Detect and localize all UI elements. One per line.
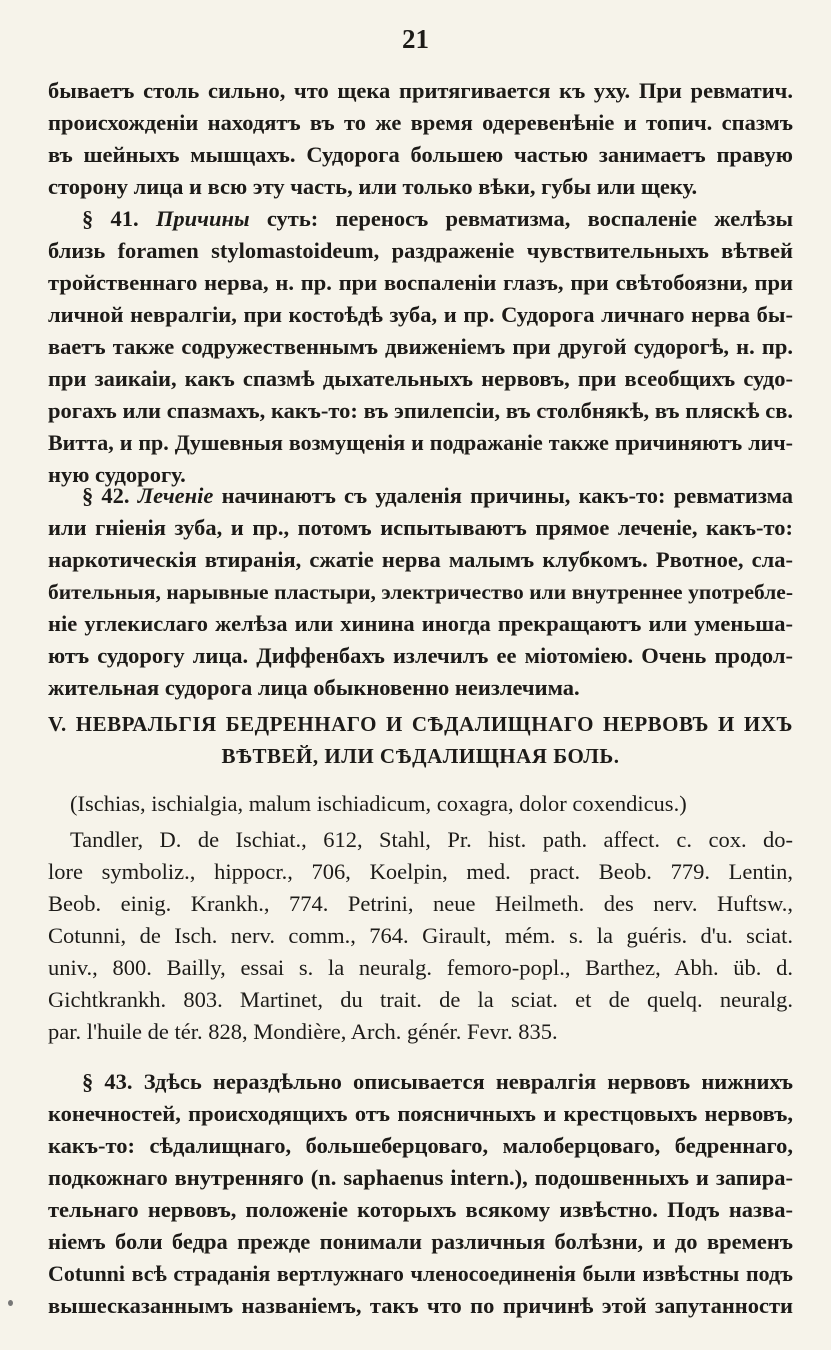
section-heading <box>48 708 793 772</box>
reference-line: univ., 800. Bailly, essai s. la neuralg. femoro-popl., Barthez, Abh. üb. d. <box>48 955 793 980</box>
text-line: подкожнаго внутренняго (n. saphaenus intern.), подошвенныхъ и запира- <box>48 1165 793 1190</box>
text-line: вышесказаннымъ названіемъ, такъ что по причинѣ этой запутанности <box>48 1293 793 1318</box>
text-line: тройственнаго нерва, н. пр. при воспаленіи глазъ, при свѣтобоязни, при <box>48 270 793 295</box>
section-number: § 42. <box>82 483 130 508</box>
reference-line: Gichtkrankh. 803. Martinet, du trait. de la sciat. et de quelq. neuralg. <box>48 987 793 1012</box>
text-line <box>48 203 793 235</box>
text-line: § 43. Здѣсь нераздѣльно описывается невралгія нервовъ нижнихъ <box>82 1069 793 1094</box>
text-line: ютъ судорогу лица. Диффенбахъ излечилъ ее міотоміею. Очень продол- <box>48 643 793 668</box>
text-line: какъ-то: сѣдалищнаго, большеберцоваго, малоберцоваго, бедреннаго, <box>48 1133 793 1158</box>
text-line: близь foramen stylomastoideum, раздраженіе чувствительныхъ вѣтвей <box>48 238 793 263</box>
text-line: личной невралгіи, при костоѣдѣ зуба, и пр. Судорога личнаго нерва бы- <box>48 302 793 327</box>
reference-line: Beob. einig. Krankh., 774. Petrini, neue Heilmeth. des nerv. Huftsw., <box>48 891 793 916</box>
reference-line: lore symboliz., hippocr., 706, Koelpin, med. pract. Beob. 779. Lentin, <box>48 859 793 884</box>
text-line: при заикаіи, какъ спазмѣ дыхательныхъ нервовъ, при всеобщихъ судо- <box>48 366 793 391</box>
reference-line: Cotunni, de Isch. nerv. comm., 764. Girault, mém. s. la guéris. d'u. sciat. <box>48 923 793 948</box>
text-line: бываетъ столь сильно, что щека притягивается къ уху. При ревматич. <box>48 78 793 103</box>
text-line: ніе углекислаго желѣза или хинина иногда прекращаютъ или уменьша- <box>48 611 793 636</box>
synonyms <box>48 788 793 820</box>
keyword-causes: Причины <box>155 206 250 231</box>
paragraph-41 <box>48 203 793 491</box>
text-line: въ шейныхъ мышцахъ. Судорога большею частью занимаетъ правую <box>48 142 793 167</box>
section-number: § 41. <box>82 206 139 231</box>
synonyms-line: (Ischias, ischialgia, malum ischiadicum, coxagra, dolor coxendicus.) <box>70 791 687 816</box>
text-line: происхожденіи находятъ въ то же время одеревенѣніе и топич. спазмъ <box>48 110 793 135</box>
text-line: ваетъ также содружественнымъ движеніемъ при другой судорогѣ, н. пр. <box>48 334 793 359</box>
text-line: конечностей, происходящихъ отъ поясничныхъ и крестцовыхъ нервовъ, <box>48 1101 793 1126</box>
text-line: ніемъ боли бедра прежде понимали различныя болѣзни, и до временъ <box>48 1229 793 1254</box>
heading-line: ВѢТВЕЙ, ИЛИ СѢДАЛИЩНАЯ БОЛЬ. <box>221 744 620 768</box>
text-line: сторону лица и всю эту часть, или только вѣки, губы или щеку. <box>48 174 698 199</box>
ink-spot <box>8 1300 13 1306</box>
text-line: ную судорогу. <box>48 462 186 487</box>
paragraph-continuation <box>48 75 793 203</box>
paragraph-43 <box>48 1066 793 1322</box>
text-line: жительная судорога лица обыкновенно неизлечима. <box>48 675 580 700</box>
text-line: Cotunni всѣ страданія вертлужнаго членосоединенія были извѣстны подъ <box>48 1261 793 1286</box>
text-run: начинаютъ съ удаленія причины, какъ-то: ревматизма <box>221 483 793 508</box>
text-line: рогахъ или спазмахъ, какъ-то: въ эпилепсіи, въ столбнякѣ, въ пляскѣ св. <box>48 398 793 423</box>
text-line <box>48 480 793 512</box>
text-line: бительныя, нарывные пластыри, электричество или внутреннее употребле- <box>48 580 793 604</box>
text-line: Витта, и пр. Душевныя возмущенія и подражаніе также причиняютъ лич- <box>48 430 793 455</box>
reference-line: par. l'huile de tér. 828, Mondière, Arch. génér. Fevr. 835. <box>48 1019 558 1044</box>
keyword-treatment: Леченіе <box>137 483 214 508</box>
reference-line: Tandler, D. de Ischiat., 612, Stahl, Pr. hist. path. affect. c. cox. do- <box>70 827 793 852</box>
text-line: наркотическія втиранія, сжатіе нерва малымъ клубкомъ. Рвотное, сла- <box>48 547 793 572</box>
text-line: или гніенія зуба, и пр., потомъ испытываютъ прямое леченіе, какъ-то: <box>48 515 793 540</box>
paragraph-42 <box>48 480 793 704</box>
page-number: 21 <box>402 24 429 54</box>
references <box>48 824 793 1048</box>
text-run: суть: переносъ ревматизма, воспаленіе желѣзы <box>266 206 793 231</box>
heading-line: V. НЕВРАЛЬГІЯ БЕДРЕННАГО И СѢДАЛИЩНАГО НЕРВОВЪ И ИХЪ <box>48 712 793 736</box>
text-line: тельнаго нервовъ, положеніе которыхъ всякому извѣстно. Подъ назва- <box>48 1197 793 1222</box>
